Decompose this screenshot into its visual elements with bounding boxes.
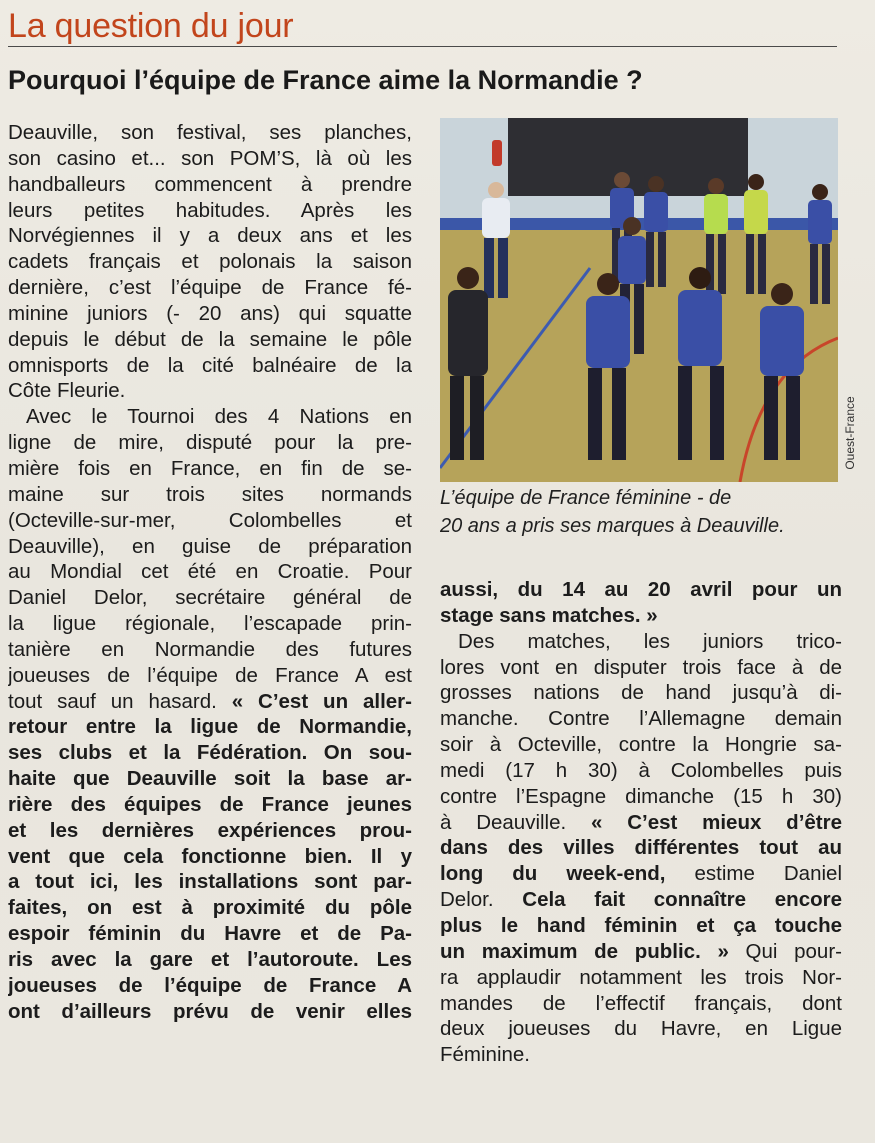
- quote-line: ris avec la gare et l’autoroute. Les: [8, 948, 412, 971]
- photo-caption: [440, 484, 840, 540]
- quote-segment: un maximum de public. »: [440, 939, 729, 963]
- body-line: grosses nations de hand jusqu’à di-: [440, 681, 842, 705]
- body-line: maine sur trois sites normands: [8, 482, 412, 506]
- body-line: medi (17 h 30) à Colombelles puis: [440, 758, 842, 782]
- body-line: Avec le Tournoi des 4 Nations en: [26, 405, 412, 429]
- body-line: tanière en Normandie des futures: [8, 637, 412, 661]
- body-line: [440, 939, 842, 965]
- quote-line: ses clubs et la Fédération. On sou-: [8, 741, 412, 765]
- body-line: Daniel Delor, secrétaire général de: [8, 586, 412, 610]
- body-line: Norvégiennes il y a deux ans et les: [8, 224, 412, 248]
- body-line: la ligue régionale, l’escapade prin-: [8, 612, 412, 636]
- body-line: [440, 861, 842, 887]
- body-line: soir à Octeville, contre la Hongrie sa-: [440, 733, 842, 757]
- body-line: Deauville), en guise de préparation: [8, 534, 412, 558]
- body-line: joueuses de l’équipe de France A est: [8, 663, 412, 687]
- body-segment: à Deauville.: [440, 810, 592, 834]
- body-line: Deauville, son festival, ses planches,: [8, 121, 412, 144]
- caption-line: 20 ans a pris ses marques à Deauville.: [440, 515, 785, 537]
- body-line: [440, 810, 842, 836]
- team-photo: [440, 118, 838, 482]
- rubric-rule: [8, 46, 837, 47]
- right-column: [440, 577, 842, 1068]
- body-line: son casino et... son POM’S, là où les: [8, 146, 412, 170]
- body-line: [440, 887, 842, 913]
- body-line: cadets français et polonais la saison: [8, 250, 412, 274]
- body-segment: Qui pour-: [728, 939, 842, 963]
- quote-line: et les dernières expériences prou-: [8, 818, 412, 842]
- quote-line: stage sans matches. »: [440, 603, 658, 627]
- quote-line: faites, on est à proximité du pôle: [8, 896, 412, 920]
- photo-credit-text: Ouest-France: [843, 396, 857, 470]
- quote-line: joueuses de l’équipe de France A: [8, 973, 412, 997]
- body-line: ra applaudir notamment les trois Nor-: [440, 965, 842, 989]
- body-segment: tout sauf un hasard.: [8, 689, 232, 713]
- quote-line: plus le hand féminin et ça touche: [440, 913, 842, 937]
- body-line: au Mondial cet été en Croatie. Pour: [8, 560, 412, 584]
- quote-segment: Cela fait connaître encore: [522, 888, 842, 912]
- quote-line: aussi, du 14 au 20 avril pour un: [440, 578, 842, 601]
- quote-line: retour entre la ligue de Normandie,: [8, 715, 412, 739]
- quote-line: dans des villes différentes tout au: [440, 836, 842, 860]
- body-line: omnisports de la cité balnéaire de la: [8, 353, 412, 377]
- extinguisher: [492, 140, 502, 166]
- quote-line: vent que cela fonctionne bien. Il y: [8, 844, 412, 868]
- body-line: [8, 689, 412, 715]
- body-line: manche. Contre l’Allemagne demain: [440, 707, 842, 731]
- quote-line: rière des équipes de France jeunes: [8, 792, 412, 816]
- quote-line: ont d’ailleurs prévu de venir elles: [8, 999, 412, 1023]
- body-line: ligne de mire, disputé pour la pre-: [8, 431, 412, 455]
- body-line: mière fois en France, en fin de se-: [8, 456, 412, 480]
- quote-segment: « C’est mieux d’être: [591, 810, 842, 834]
- body-line: (Octeville-sur-mer, Colombelles et: [8, 508, 412, 532]
- body-line: minine juniors (- 20 ans) qui squatte: [8, 301, 412, 325]
- body-line: dernière, c’est l’équipe de France fé-: [8, 276, 412, 300]
- left-column: [8, 120, 412, 1025]
- body-line: leurs petites habitudes. Après les: [8, 198, 412, 222]
- caption-line: L’équipe de France féminine - de: [440, 487, 732, 509]
- quote-line: a tout ici, les installations sont par-: [8, 870, 412, 894]
- body-line: contre l’Espagne dimanche (15 h 30): [440, 784, 842, 808]
- body-line: depuis le début de la semaine le pôle: [8, 327, 412, 351]
- quote-line: espoir féminin du Havre et de Pa-: [8, 922, 412, 946]
- quote-segment: « C’est un aller-: [231, 689, 412, 713]
- body-line: deux joueuses du Havre, en Ligue: [440, 1017, 842, 1041]
- photo-credit: [838, 388, 862, 478]
- section-rubric: La question du jour: [8, 7, 294, 45]
- body-line: handballeurs commencent à prendre: [8, 172, 412, 196]
- body-line: lores vont en disputer trois face à de: [440, 655, 842, 679]
- body-line: Côte Fleurie.: [8, 379, 126, 403]
- body-segment: Delor.: [440, 888, 523, 912]
- body-segment: estime Daniel: [665, 862, 842, 886]
- article-headline: Pourquoi l’équipe de France aime la Normandie ?: [8, 65, 643, 95]
- quote-line: haite que Deauville soit la base ar-: [8, 767, 412, 791]
- quote-segment: long du week-end,: [440, 862, 666, 886]
- body-line: Féminine.: [440, 1043, 531, 1067]
- body-line: mandes de l’effectif français, dont: [440, 991, 842, 1015]
- body-line: Des matches, les juniors trico-: [458, 629, 842, 653]
